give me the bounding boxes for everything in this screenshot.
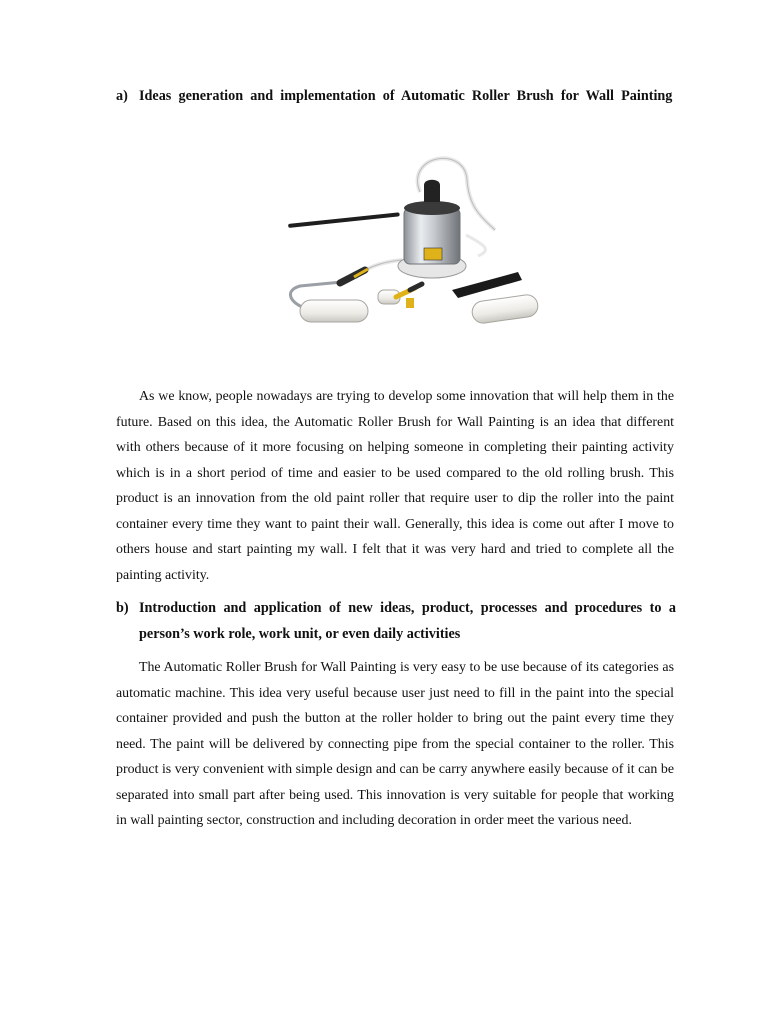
paragraph-2: The Automatic Roller Brush for Wall Painting is very easy to be use because of its categories as automatic machine. This idea very useful because user just need to fill in the paint into the special container provided and push the button at the roller holder to bring out the paint every time they need. The paint will be delivered by connecting pipe from the special container to the roller. This product is very convenient with simple design and can be carry anywhere easily because of it can be separated into small part after being used. This innovation is very suitable for people that working in wall painting sector, construction and including decoration in order meet the various need. — [116, 660, 674, 828]
section-b-title: Introduction and application of new ideas, product, processes and procedures to a person’s work role, work unit, or even daily activities — [139, 600, 676, 642]
paragraph-1: As we know, people nowadays are trying to develop some innovation that will help them in the future. Based on this idea, the Automatic Roller Brush for Wall Painting is an idea that different with others because of it more focusing on helping someone in completing their painting activity which is in a short period of time and easier to be used compared to the old rolling brush. This product is an innovation from the old paint roller that require user to dip the roller into the paint container every time they want to paint their wall. Generally, this idea is come out after I move to others house and start painting my wall. I felt that it was very hard and tried to complete all the painting activity. — [116, 389, 674, 583]
section-b-marker: b) — [116, 600, 129, 616]
section-a-heading — [116, 84, 676, 110]
section-b-heading — [116, 596, 676, 647]
section-a-title: Ideas generation and implementation of Automatic Roller Brush for Wall Painting — [139, 88, 673, 104]
paint-roller-system-photo — [270, 150, 550, 340]
section-a-marker: a) — [116, 88, 128, 104]
